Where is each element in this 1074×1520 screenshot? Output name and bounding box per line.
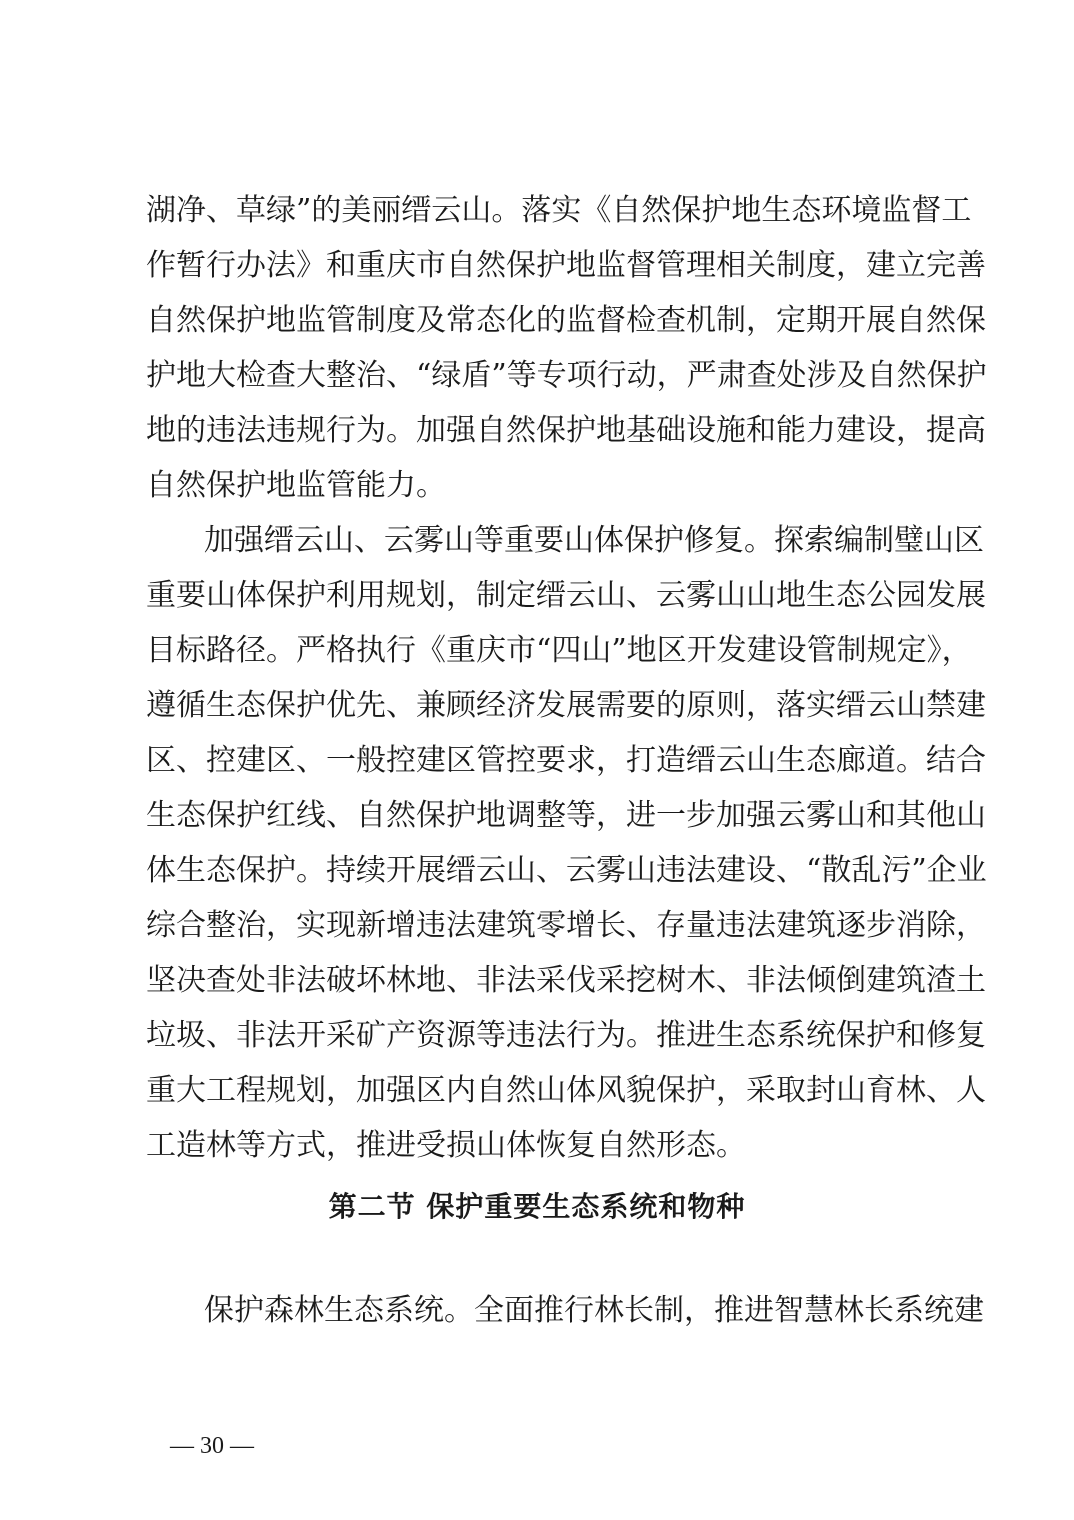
section-heading: 第二节 保护重要生态系统和物种: [328, 1190, 746, 1223]
text-line: 生态保护红线、自然保护地调整等，进一步加强云雾山和其他山: [146, 798, 986, 833]
text-line: 综合整治，实现新增违法建筑零增长、存量违法建筑逐步消除，: [146, 908, 986, 943]
page-number: — 30 —: [170, 1433, 254, 1459]
text-line: 重要山体保护利用规划，制定缙云山、云雾山山地生态公园发展: [146, 578, 986, 613]
text-line: 自然保护地监管能力。: [146, 468, 446, 503]
text-line: 目标路径。严格执行《重庆市“四山”地区开发建设管制规定》，: [146, 633, 972, 668]
text-line: 加强缙云山、云雾山等重要山体保护修复。探索编制璧山区: [204, 523, 984, 558]
text-line: 垃圾、非法开采矿产资源等违法行为。推进生态系统保护和修复: [146, 1018, 986, 1053]
text-line: 区、控建区、一般控建区管控要求，打造缙云山生态廊道。结合: [146, 743, 986, 778]
text-line: 遵循生态保护优先、兼顾经济发展需要的原则，落实缙云山禁建: [146, 688, 986, 723]
text-line: 保护森林生态系统。全面推行林长制，推进智慧林长系统建: [204, 1293, 984, 1328]
text-line: 护地大检查大整治、“绿盾”等专项行动，严肃查处涉及自然保护: [146, 358, 987, 393]
text-line: 自然保护地监管制度及常态化的监督检查机制，定期开展自然保: [146, 303, 986, 338]
text-line: 湖净、草绿”的美丽缙云山。落实《自然保护地生态环境监督工: [146, 193, 972, 228]
text-line: 地的违法违规行为。加强自然保护地基础设施和能力建设，提高: [146, 413, 986, 448]
text-line: 体生态保护。持续开展缙云山、云雾山违法建设、“散乱污”企业: [146, 853, 987, 888]
text-line: 作暂行办法》和重庆市自然保护地监督管理相关制度，建立完善: [146, 248, 986, 283]
text-line: 工造林等方式，推进受损山体恢复自然形态。: [146, 1128, 746, 1163]
text-line: 重大工程规划，加强区内自然山体风貌保护，采取封山育林、人: [146, 1073, 986, 1108]
text-line: 坚决查处非法破坏林地、非法采伐采挖树木、非法倾倒建筑渣土: [146, 963, 986, 998]
